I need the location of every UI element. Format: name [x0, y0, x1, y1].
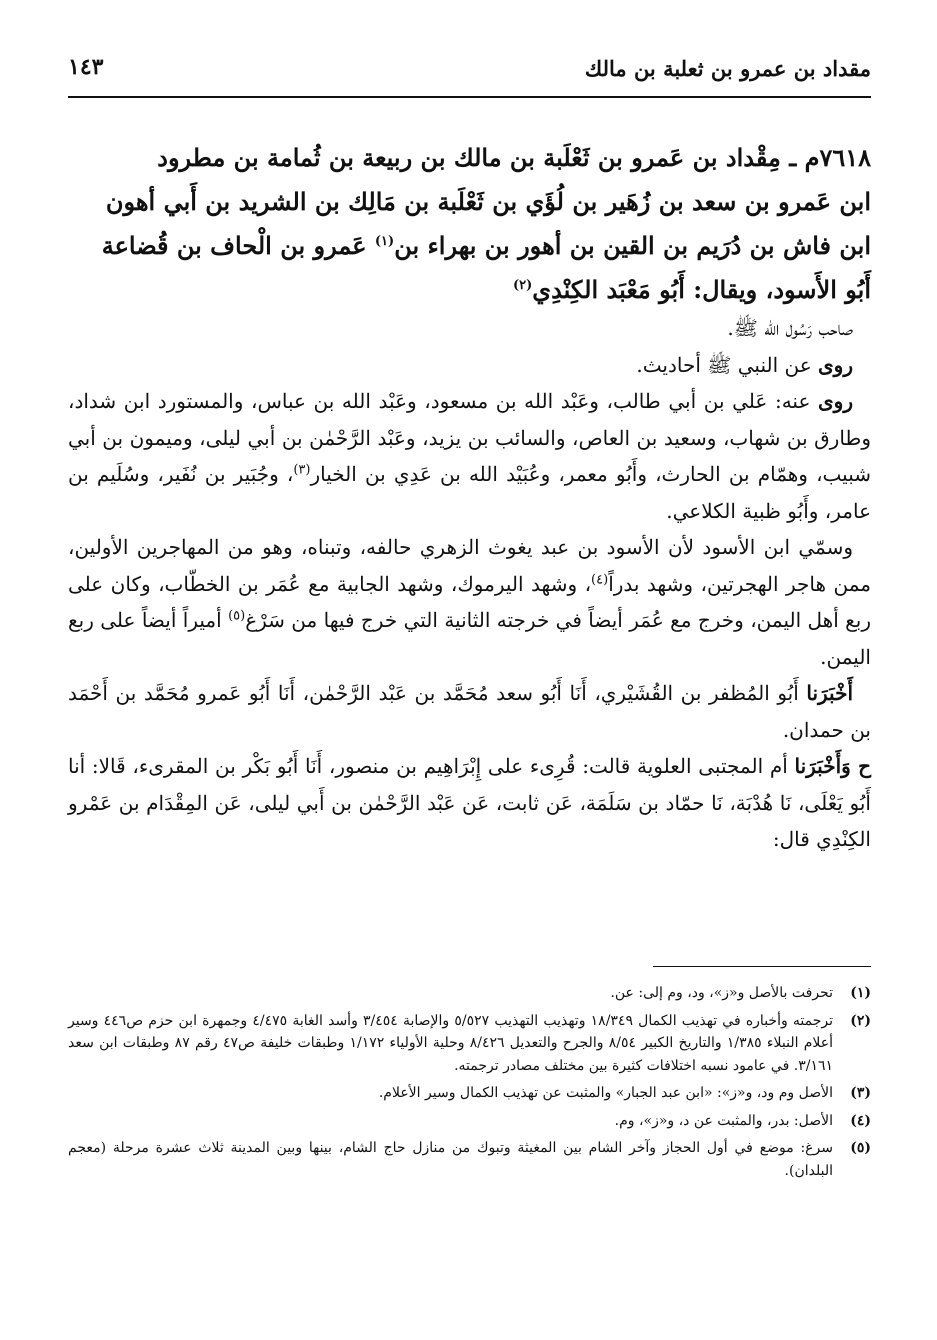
footnote-ref: (٣) [293, 462, 311, 478]
paragraph-text: ، وجُبَير بن نُفَير، وسُلَيم بن عامر، وأَبُو ظبية الكلاعي. [68, 462, 871, 523]
paragraph-text: ، وشهد اليرموك، وشهد الجابية مع عُمَر بن الخطّاب، وكان على ربع أهل اليمن، وخرج مع عُمَر أيضاً في خرجته الثانية التي خرج فيها من سَرْغ [68, 571, 872, 632]
paragraph-text: أميراً أيضاً على ربع اليمن. [68, 608, 871, 669]
footnote [68, 1137, 871, 1182]
heading-line [82, 224, 871, 268]
footnote-text: الأصل: بدر، والمثبت عن د، و«ز»، وم. [614, 1112, 833, 1129]
footnote-number: (٢) [850, 1012, 871, 1029]
footnote [68, 1110, 871, 1133]
footnote-number: (٥) [850, 1140, 871, 1156]
footnote-text: سرغ: موضع في أول الحجاز وآخر الشام بين المغيثة وتبوك من منازل حاج الشام، بينها وبين المدينة ثلاث عشرة مرحلة (معجم البلدان). [68, 1140, 833, 1179]
footnote-ref: (١) [374, 234, 395, 249]
isnad-paragraph [68, 748, 871, 858]
heading-line [82, 268, 871, 312]
narrated-from-paragraph [68, 347, 871, 384]
naming-paragraph [68, 529, 871, 675]
paragraph-text: وسمّي ابن الأسود لأن الأسود بن عبد يغوث الزهري حالفه، وتبناه، وهو من المهاجرين الأولين، ممن هاجر الهجرتين، وشهد بدراً [68, 535, 872, 596]
narration-keyword: روى [818, 389, 853, 413]
narration-keyword: روى [818, 352, 853, 377]
footnote-number: (٤) [850, 1112, 871, 1129]
footnote-separator [653, 966, 871, 967]
entry-heading [82, 136, 871, 312]
footnote-number: (١) [850, 985, 871, 1001]
footnote [68, 1010, 871, 1078]
footnotes [68, 982, 871, 1187]
footnote-ref: (٤) [591, 571, 609, 587]
heading-line: ٧٦١٨م ـ مِقْداد بن عَمرو بن ثَعْلَبة بن مالك بن ربيعة بن ثُمامة بن مطرود [157, 143, 871, 172]
footnote-text: ترجمته وأخباره في تهذيب الكمال ١٨/٣٤٩ وتهذيب التهذيب ٥/٥٢٧ والإصابة ٣/٤٥٤ وأسد الغابة ٤/٤٧٥ وجمهرة ابن حزم ص٤٤٦ وسير أعلام النبلاء ١/٣٨٥ والتاريخ الكبير ٨/٥٤ والجرح والتعديل ٨/٤٢٦ وحلية الأولياء ١/١٧٢ وطبقات خليفة ص٤٧ رقم ٨٧ وطبقات ابن سعد ٣/١٦١. في عامود نسبه اختلافات كثيرة بين مختلف مصادر ترجمته. [68, 1012, 834, 1074]
entry-body [68, 310, 871, 858]
heading-line: ابن عَمرو بن سعد بن زُهَير بن لُؤَي بن ثَعْلَبة بن مَالِك بن الشريد بن أَبي أهون [105, 187, 871, 216]
header-rule [68, 96, 871, 98]
paragraph-text: أَبُو المُظفر بن القُشَيْري، أَنَا أَبُو سعد مُحَمَّد بن عَبْد الرَّحْمٰن، أَنَا أَبُو عَمرو مُحَمَّد بن أَحْمَد بن حمدان. [68, 681, 871, 742]
footnote [68, 1082, 871, 1105]
isnad-paragraph [68, 675, 871, 748]
footnote-text: الأصل وم ود، و«ز»: «ابن عبد الجبار» والمثبت عن تهذيب الكمال وسير الأعلام. [378, 1085, 833, 1101]
footnote-number: (٣) [850, 1085, 871, 1101]
isnad-keyword: أَخْبَرَنا [806, 681, 853, 705]
footnote [68, 982, 871, 1005]
kunya-text: أَبُو الأَسود، ويقال: أَبُو مَعْبَد الكِنْدِي [532, 275, 871, 304]
running-title: مقداد بن عمرو بن ثعلبة بن مالك [584, 56, 871, 81]
page-number: ١٤٣ [68, 54, 104, 80]
paragraph-text: عنه: عَلي بن أبي طالب، وعَبْد الله بن مسعود، وعَبْد الله بن عباس، والمستورد ابن شداد، وطارق بن شهاب، وسعيد بن العاص، والسائب بن يزيد، وعَبْد الرَّحْمٰن بن أبي ليلى، وميمون بن أبي شبيب، وهمّام بن الحارث، وأَبُو معمر، وعُبَيْد الله بن عَدِي بن الخيار [68, 389, 872, 486]
isnad-keyword: ح وَأَخْبَرَنا [794, 754, 871, 778]
heading-line-part: ابن فاش بن دُرَيم بن القين بن أهور بن بهراء بن [394, 231, 871, 260]
paragraph-text: أم المجتبى العلوية قالت: قُرِىء على إِبْرَاهِيم بن منصور، أَنَا أَبُو بَكْر بن المقرىء، قَالا: أنا أَبُو يَعْلَى، نَا هُدْبَة، نَا حمّاد بن سَلَمَة، عَن ثابت، عَن عَبْد الرَّحْمٰن بن أَبي ليلى، عَن المِقْدَام بن عَمْرو الكِنْدِي قال: [68, 754, 871, 851]
narrated-by-paragraph [68, 383, 871, 529]
footnote-ref: (٢) [512, 278, 533, 293]
heading-line-part: عَمرو بن الْحاف بن قُضاعة [101, 231, 375, 260]
footnote-text: تحرفت بالأصل و«ز»، ود، وم إلى: عن. [610, 985, 833, 1001]
companion-line: صاحب رَسُول الله ﷺ. [727, 316, 853, 340]
paragraph-text: عن النبي ﷺ أحاديث. [636, 352, 819, 377]
footnote-ref: (٥) [228, 608, 246, 624]
running-header [68, 54, 871, 94]
